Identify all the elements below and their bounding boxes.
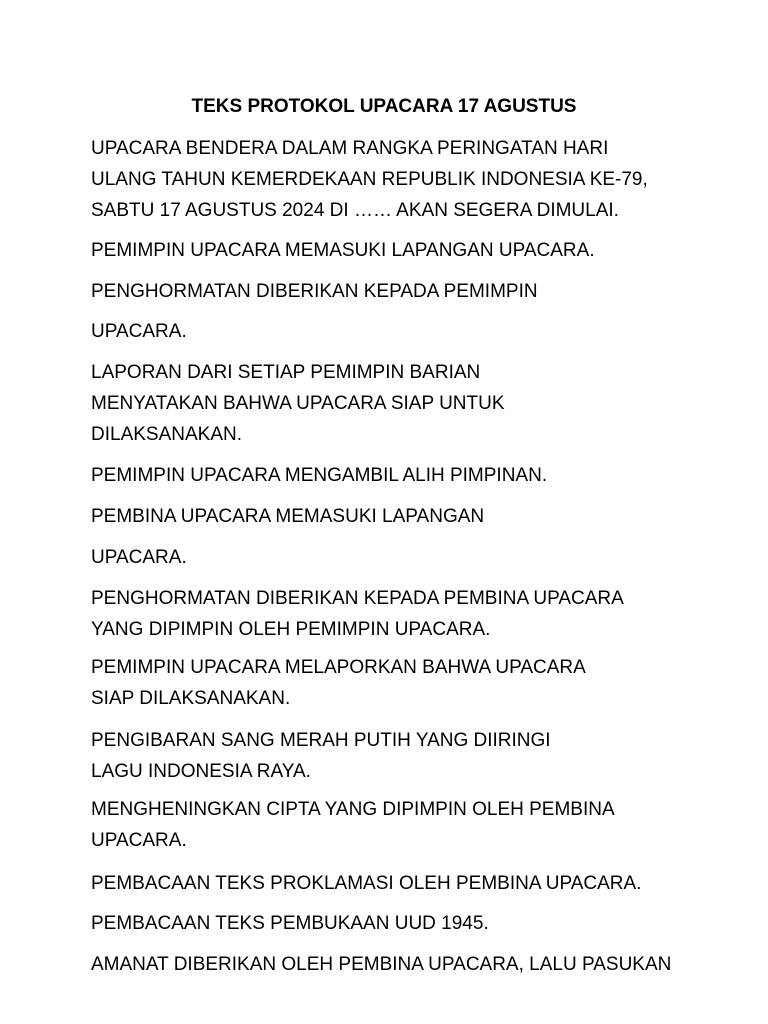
paragraph-line: PEMIMPIN UPACARA MENGAMBIL ALIH PIMPINAN. [91, 465, 548, 486]
paragraph-line: UPACARA. [91, 830, 187, 851]
paragraph-line: PENGIBARAN SANG MERAH PUTIH YANG DIIRINGI [91, 730, 551, 751]
paragraph-line: PENGHORMATAN DIBERIKAN KEPADA PEMBINA UPACARA [91, 588, 624, 609]
paragraph-line: UPACARA. [91, 547, 187, 568]
paragraph-line: UPACARA BENDERA DALAM RANGKA PERINGATAN HARI [91, 138, 609, 159]
document-title: TEKS PROTOKOL UPACARA 17 AGUSTUS [191, 96, 577, 117]
paragraph-line: DILAKSANAKAN. [91, 424, 242, 445]
paragraph-line: SABTU 17 AGUSTUS 2024 DI …… AKAN SEGERA DIMULAI. [91, 200, 619, 221]
paragraph-line: MENYATAKAN BAHWA UPACARA SIAP UNTUK [91, 393, 505, 414]
paragraph-line: AMANAT DIBERIKAN OLEH PEMBINA UPACARA, LALU PASUKAN [91, 954, 672, 975]
paragraph-line: MENGHENINGKAN CIPTA YANG DIPIMPIN OLEH PEMBINA [91, 799, 615, 820]
paragraph-line: PEMIMPIN UPACARA MEMASUKI LAPANGAN UPACARA. [91, 240, 595, 261]
paragraph-line: UPACARA. [91, 321, 187, 342]
paragraph-line: LAGU INDONESIA RAYA. [91, 761, 311, 782]
paragraph-line: PEMBACAAN TEKS PROKLAMASI OLEH PEMBINA UPACARA. [91, 873, 642, 894]
paragraph-line: PEMBACAAN TEKS PEMBUKAAN UUD 1945. [91, 913, 489, 934]
paragraph-line: PEMIMPIN UPACARA MELAPORKAN BAHWA UPACARA [91, 657, 586, 678]
paragraph-line: PEMBINA UPACARA MEMASUKI LAPANGAN [91, 506, 485, 527]
paragraph-line: LAPORAN DARI SETIAP PEMIMPIN BARIAN [91, 362, 481, 383]
paragraph-line: PENGHORMATAN DIBERIKAN KEPADA PEMIMPIN [91, 281, 538, 302]
paragraph-line: YANG DIPIMPIN OLEH PEMIMPIN UPACARA. [91, 619, 491, 640]
paragraph-line: SIAP DILAKSANAKAN. [91, 688, 291, 709]
paragraph-line: ULANG TAHUN KEMERDEKAAN REPUBLIK INDONESIA KE-79, [91, 169, 648, 190]
